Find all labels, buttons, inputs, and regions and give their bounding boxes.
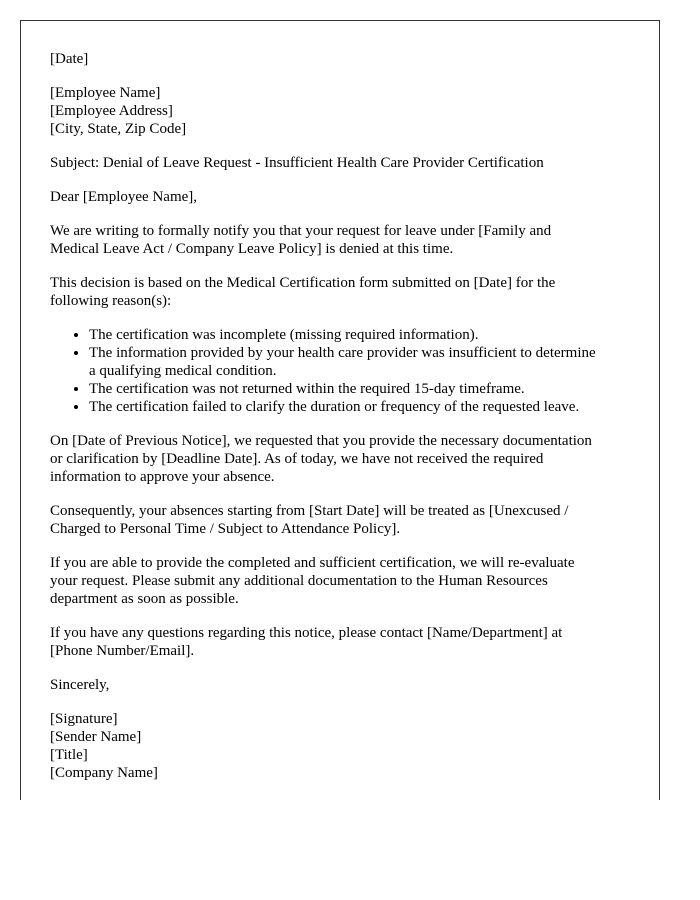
letter-page	[20, 20, 660, 800]
paragraph-line: Charged to Personal Time / Subject to Attendance Policy].	[50, 521, 401, 537]
basis-paragraph	[50, 274, 639, 310]
paragraph-line: your request. Please submit any additional documentation to the Human Resources	[50, 573, 548, 589]
reasons-list	[50, 326, 639, 416]
paragraph-line: On [Date of Previous Notice], we requested that you provide the necessary documentation	[50, 433, 592, 449]
questions-paragraph	[50, 624, 639, 660]
recipient-block	[50, 84, 639, 138]
paragraph-line: or clarification by [Deadline Date]. As of today, we have not received the required	[50, 451, 544, 467]
subject-text: Subject: Denial of Leave Request - Insufficient Health Care Provider Certification	[50, 155, 544, 171]
list-item-text: • The certification failed to clarify the duration or frequency of the requested leave.	[89, 399, 580, 415]
closing-text: Sincerely,	[50, 677, 110, 693]
list-item	[89, 344, 639, 380]
paragraph-line: Consequently, your absences starting from [Start Date] will be treated as [Unexcused /	[50, 503, 569, 519]
list-item-text: • The certification was not returned within the required 15-day timeframe.	[89, 381, 525, 397]
signature: [Signature]	[50, 711, 118, 727]
list-item	[89, 326, 639, 344]
consequence-paragraph	[50, 502, 639, 538]
paragraph-line: If you are able to provide the completed and sufficient certification, we will re-evaluate	[50, 555, 575, 571]
sender-title: [Title]	[50, 747, 88, 763]
salutation-text: Dear [Employee Name],	[50, 189, 198, 205]
paragraph-line: [Phone Number/Email].	[50, 643, 195, 659]
closing	[50, 676, 639, 694]
previous-notice-paragraph	[50, 432, 639, 486]
list-item-text: • The information provided by your health care provider was insufficient to determine	[89, 345, 596, 361]
list-item	[89, 398, 639, 416]
paragraph-line: If you have any questions regarding this notice, please contact [Name/Department] at	[50, 625, 563, 641]
recipient-city: [City, State, Zip Code]	[50, 121, 187, 137]
recipient-address: [Employee Address]	[50, 103, 173, 119]
recipient-name: [Employee Name]	[50, 85, 161, 101]
sender-name: [Sender Name]	[50, 729, 142, 745]
paragraph-line: This decision is based on the Medical Certification form submitted on [Date] for the	[50, 275, 556, 291]
subject	[50, 154, 639, 172]
intro-paragraph	[50, 222, 639, 258]
paragraph-line: information to approve your absence.	[50, 469, 275, 485]
signature-block	[50, 710, 639, 782]
salutation	[50, 188, 639, 206]
date	[50, 50, 639, 68]
date-text: [Date]	[50, 51, 89, 67]
list-item-text: • The certification was incomplete (missing required information).	[89, 327, 479, 343]
reevaluate-paragraph	[50, 554, 639, 608]
paragraph-line: following reason(s):	[50, 293, 172, 309]
list-item	[89, 380, 639, 398]
list-item-text: a qualifying medical condition.	[89, 363, 277, 379]
company-name: [Company Name]	[50, 765, 158, 781]
paragraph-line: We are writing to formally notify you that your request for leave under [Family and	[50, 223, 552, 239]
paragraph-line: department as soon as possible.	[50, 591, 239, 607]
paragraph-line: Medical Leave Act / Company Leave Policy] is denied at this time.	[50, 241, 454, 257]
